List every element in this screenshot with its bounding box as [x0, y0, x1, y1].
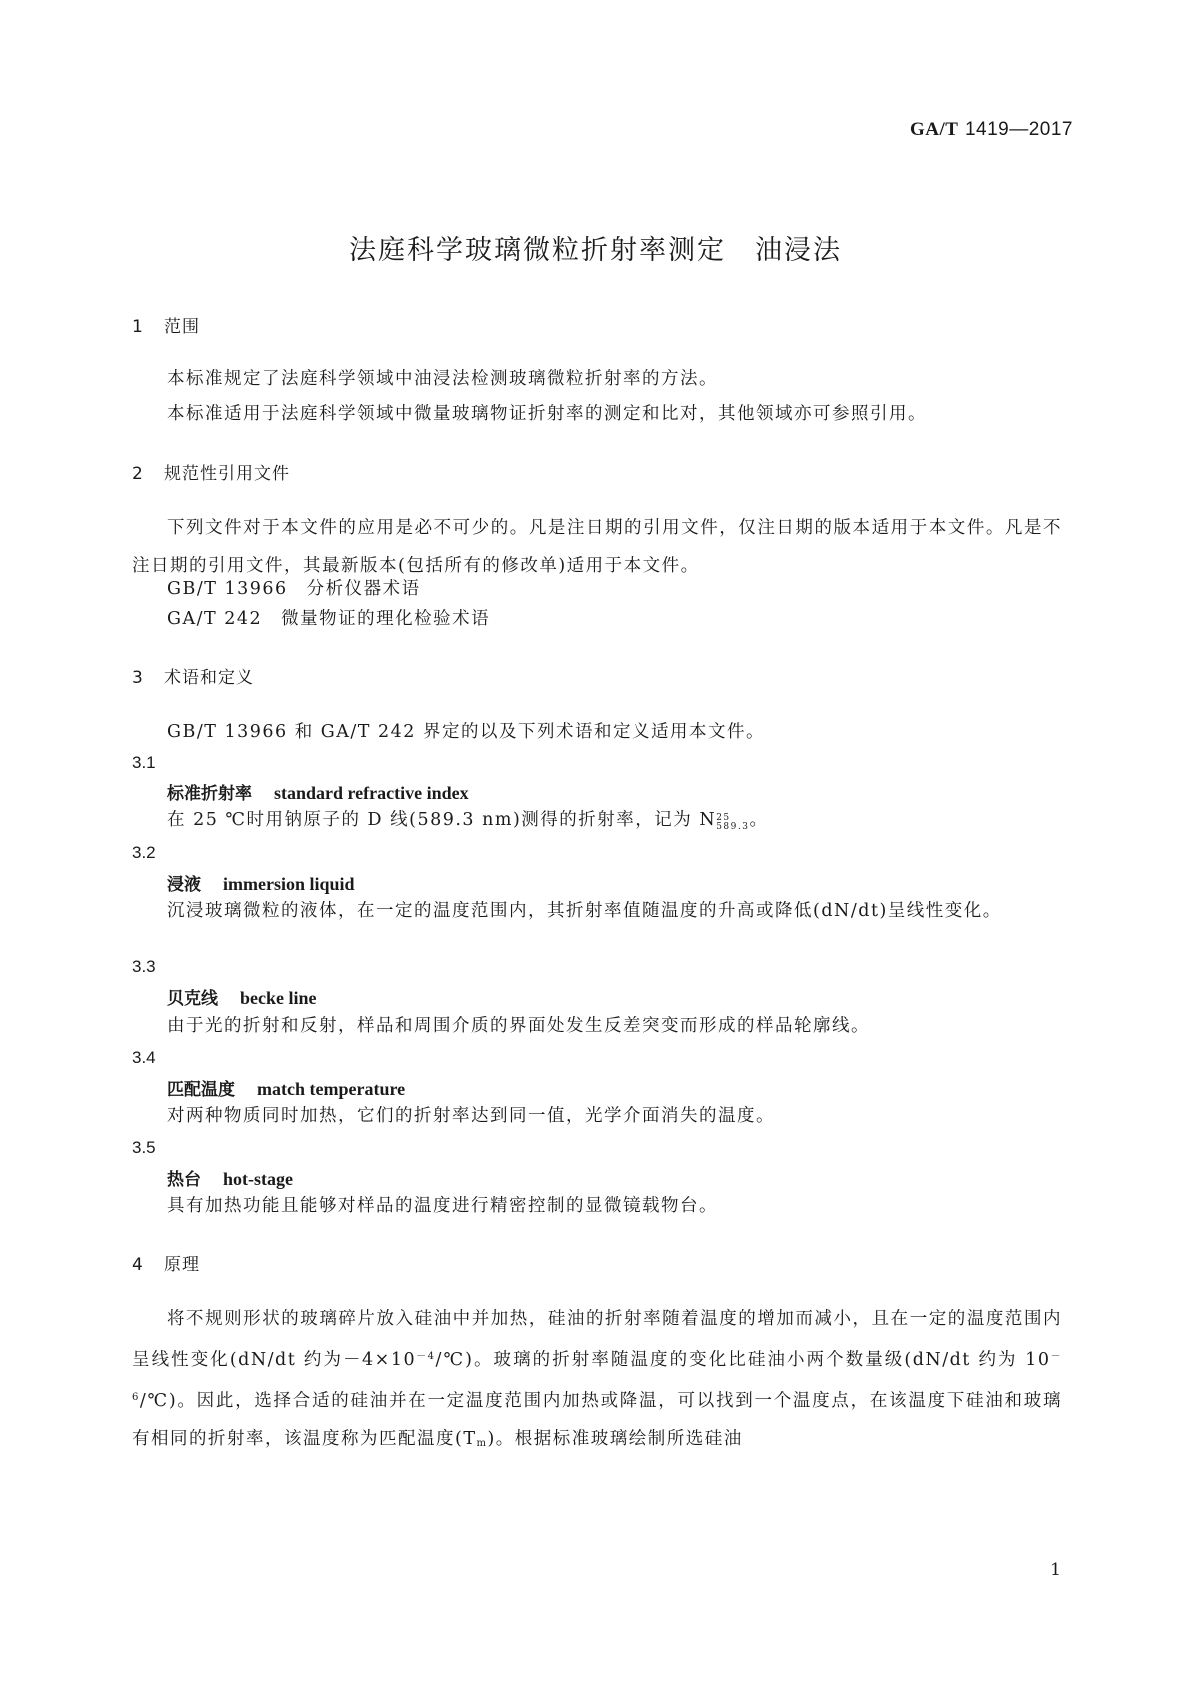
term-zh: 浸液 — [167, 875, 201, 895]
term-number: 3.2 — [132, 843, 156, 862]
definition-text: 在 25 ℃时用钠原子的 D 线(589.3 nm)测得的折射率，记为 N — [167, 810, 717, 830]
page-number: 1 — [1050, 1560, 1061, 1580]
section-heading-1 — [132, 312, 200, 337]
standard-code-prefix: GA/T — [909, 119, 959, 140]
term-zh: 贝克线 — [167, 989, 218, 1009]
section-title: 范围 — [164, 317, 200, 337]
term-zh: 热台 — [167, 1170, 201, 1190]
document-title: 法庭科学玻璃微粒折射率测定 油浸法 — [349, 235, 842, 266]
paragraph — [132, 1300, 1062, 1463]
reference-item — [167, 600, 1062, 638]
subscript: 589.3 — [716, 822, 750, 832]
section-number: 2 — [132, 464, 144, 484]
term-definition: 沉浸玻璃微粒的液体，在一定的温度范围内，其折射率值随温度的升高或降低(dN/dt)呈线性变化。 — [167, 901, 1002, 921]
paragraph-text: )。根据标准玻璃绘制所选硅油 — [487, 1429, 743, 1449]
paragraph: 本标准适用于法庭科学领域中微量玻璃物证折射率的测定和比对，其他领域亦可参照引用。 — [167, 404, 927, 424]
section-number: 1 — [132, 317, 144, 337]
term-number: 3.5 — [132, 1138, 156, 1157]
term-definition — [167, 801, 1062, 839]
standard-code — [910, 118, 1073, 141]
section-heading-4 — [132, 1250, 200, 1275]
paragraph: 下列文件对于本文件的应用是必不可少的。凡是注日期的引用文件，仅注日期的版本适用于本文件。凡是不注日期的引用文件，其最新版本(包括所有的修改单)适用于本文件。 — [132, 518, 1062, 576]
term-number: 3.4 — [132, 1048, 156, 1067]
reference-title: 微量物证的理化检验术语 — [281, 609, 491, 629]
superscript: －4 — [416, 1351, 436, 1362]
subscript: m — [476, 1438, 488, 1449]
paragraph: 本标准规定了法庭科学领域中油浸法检测玻璃微粒折射率的方法。 — [167, 369, 718, 389]
term-zh: 匹配温度 — [167, 1080, 235, 1100]
section-number: 3 — [132, 668, 144, 688]
superscript: 25 — [716, 813, 731, 823]
section-title: 术语和定义 — [164, 668, 254, 688]
term-zh: 标准折射率 — [167, 784, 252, 804]
reference-title: 分析仪器术语 — [306, 579, 421, 599]
section-title: 原理 — [164, 1255, 200, 1275]
term-definition: 由于光的折射和反射，样品和周围介质的界面处发生反差突变而形成的样品轮廓线。 — [167, 1016, 870, 1036]
term-en: hot-stage — [223, 1169, 293, 1189]
term-definition: 具有加热功能且能够对样品的温度进行精密控制的显微镜载物台。 — [167, 1196, 718, 1216]
term-number: 3.1 — [132, 753, 156, 772]
paragraph-text: 将不规则形状的玻璃碎片放入硅油中并加热，硅油的折射率随着温度的增加而减小，且在一定的温度范围内呈线性变化(dN/dt 约为－4×10 — [132, 1309, 1062, 1370]
paragraph-text: /℃)。因此，选择合适的硅油并在一定温度范围内加热或降温，可以找到一个温度点，在该温度下硅油和玻璃有相同的折射率，该温度称为匹配温度(T — [132, 1391, 1062, 1449]
term-heading — [167, 984, 317, 1009]
paragraph: GB/T 13966 和 GA/T 242 界定的以及下列术语和定义适用本文件。 — [167, 722, 765, 742]
standard-code-number: 1419—2017 — [964, 119, 1073, 140]
superscript: －6 — [132, 1351, 1062, 1403]
definition-text: 。 — [749, 810, 769, 830]
n-index-notation — [716, 814, 749, 832]
reference-code: GB/T 13966 — [167, 579, 288, 599]
term-definition: 对两种物质同时加热，它们的折射率达到同一值，光学介面消失的温度。 — [167, 1106, 775, 1126]
paragraph-text: /℃)。玻璃的折射率随温度的变化比硅油小两个数量级(dN/dt 约为 10 — [435, 1350, 1051, 1370]
section-heading-2 — [132, 459, 290, 484]
section-number: 4 — [132, 1255, 144, 1275]
term-en: match temperature — [257, 1079, 406, 1099]
term-en: standard refractive index — [274, 783, 469, 803]
term-number: 3.3 — [132, 957, 156, 976]
section-title: 规范性引用文件 — [164, 464, 290, 484]
section-heading-3 — [132, 663, 254, 688]
term-en: becke line — [240, 988, 317, 1008]
term-en: immersion liquid — [223, 874, 355, 894]
reference-code: GA/T 242 — [167, 609, 263, 629]
